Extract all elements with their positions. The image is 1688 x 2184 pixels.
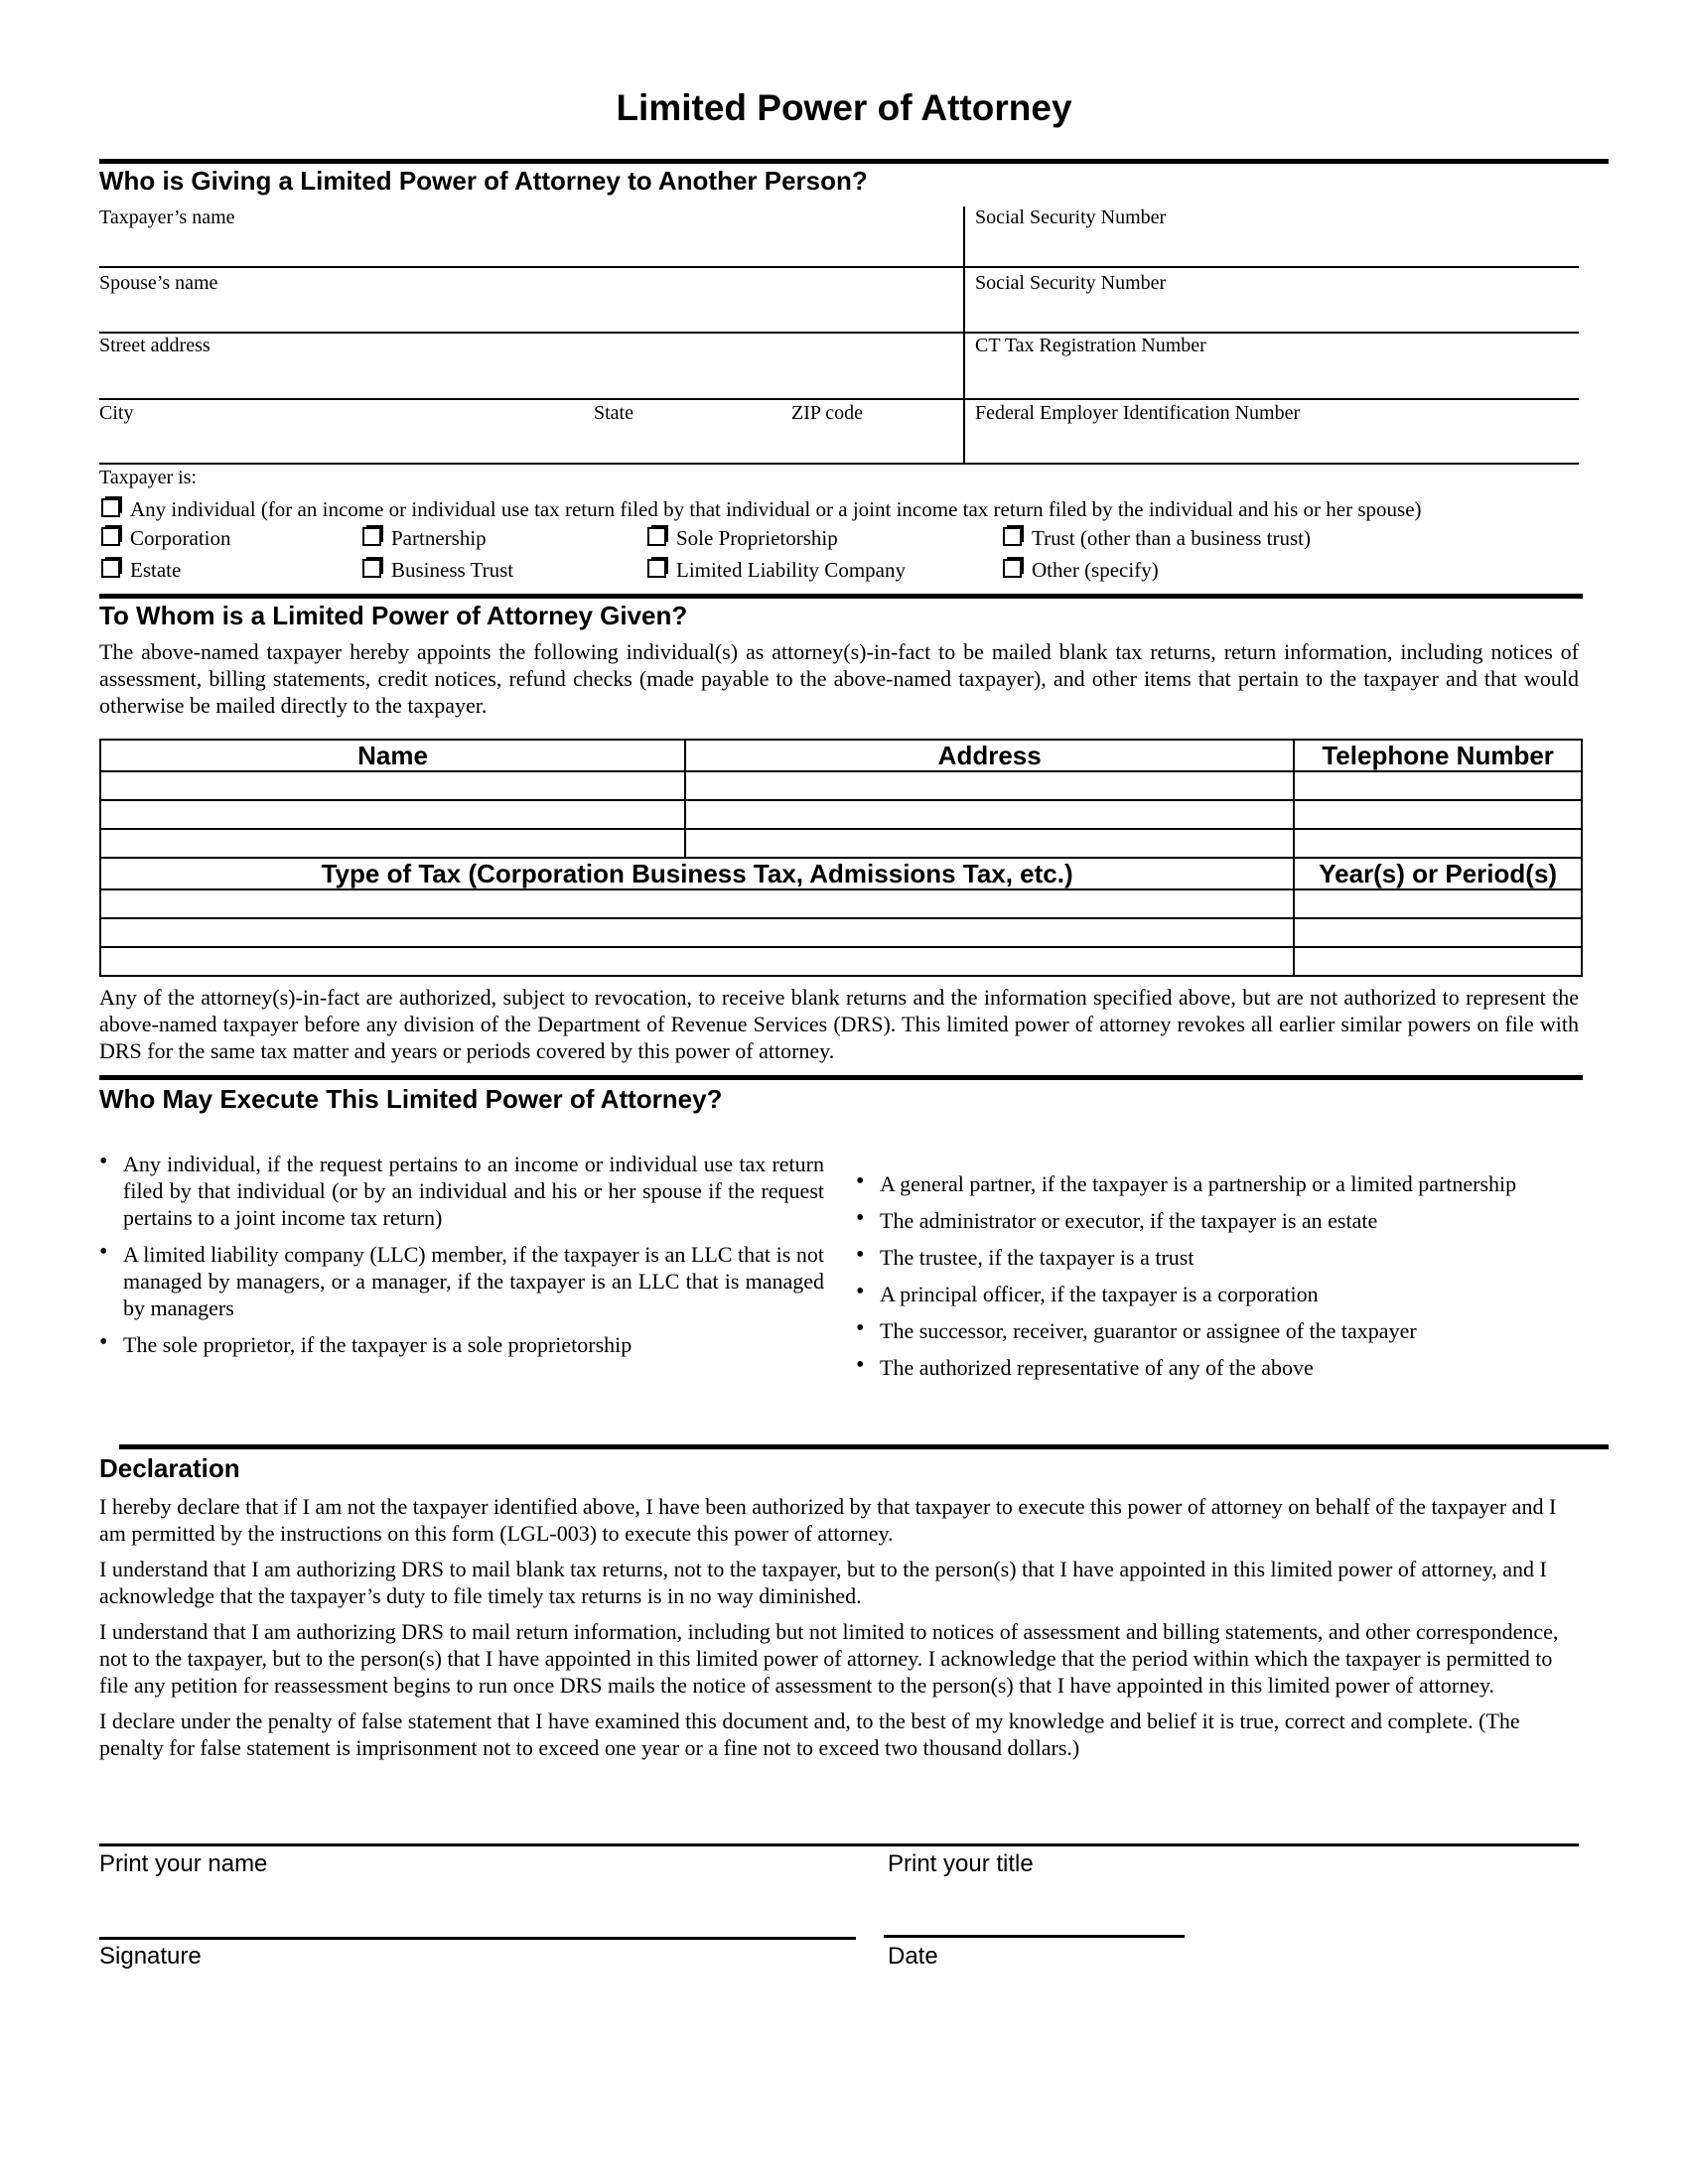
section-divider: [119, 1444, 1609, 1449]
date-field[interactable]: [884, 1886, 1182, 1934]
ssn-field[interactable]: [973, 224, 1579, 264]
table-row: [100, 889, 1582, 918]
ct-tax-registration-field[interactable]: [973, 353, 1579, 395]
street-address-field[interactable]: [99, 353, 961, 395]
city-field[interactable]: [99, 421, 586, 461]
list-item: • Any individual, if the request pertains to an income or individual use tax return filed by that individual (or by an individual and his or her spouse if the request pertains to a joint income tax return): [99, 1151, 824, 1231]
section-heading-giver: Who is Giving a Limited Power of Attorney to Another Person?: [99, 166, 868, 196]
section-heading-recipient: To Whom is a Limited Power of Attorney Given?: [99, 601, 688, 630]
checkbox-sole-proprietorship[interactable]: [647, 526, 838, 551]
signature-label: Signature: [99, 1943, 202, 1970]
checkbox-label: Any individual (for an income or individual use tax return filed by that individual or a joint income tax return filed by the individual and his or her spouse): [130, 497, 1422, 521]
declaration-text: [99, 1493, 1581, 1761]
street-address-label: Street address: [99, 335, 211, 356]
checkbox-estate[interactable]: [101, 558, 181, 583]
taxpayer-name-label: Taxpayer’s name: [99, 206, 235, 228]
authorization-paragraph: Any of the attorney(s)-in-fact are authorized, subject to revocation, to receive blank returns and the information specified above, but are not authorized to represent the above-named taxpayer before any division of the Department of Revenue Services (DRS). This limited power of attorney revokes all earlier similar powers on file with DRS for the same tax matter and years or periods covered by this power of attorney.: [99, 985, 1579, 1063]
checkbox-box[interactable]: [647, 527, 666, 546]
checkbox-label: Partnership: [391, 526, 487, 550]
address-column-header: Address: [685, 740, 1294, 771]
section-divider: [99, 594, 1583, 599]
taxpayer-name-field[interactable]: [99, 224, 961, 264]
city-label: City: [99, 402, 134, 424]
declaration-paragraph: I understand that I am authorizing DRS to mail return information, including but not limited to notices of assessment and billing statements, and other correspondence, not to the taxpayer, but to the person(s) that I have appointed in this limited power of attorney. I acknowledge that the period within which the taxpayer is permitted to file any petition for reassessment begins to run once DRS mails the notice of assessment to the person(s) that I have appointed in this limited power of attorney.: [99, 1619, 1559, 1698]
checkbox-label: Corporation: [130, 526, 231, 550]
table-row: [100, 947, 1582, 976]
tax-type-column-header: Type of Tax (Corporation Business Tax, Admissions Tax, etc.): [100, 858, 1294, 889]
checkbox-box[interactable]: [362, 527, 381, 546]
name-cell[interactable]: [100, 771, 685, 800]
checkbox-individual[interactable]: [101, 497, 1422, 522]
period-cell[interactable]: [1294, 918, 1582, 947]
table-row: [100, 918, 1582, 947]
table-row: [100, 829, 1582, 858]
address-cell[interactable]: [685, 800, 1294, 829]
telephone-cell[interactable]: [1294, 829, 1582, 858]
checkbox-label: Business Trust: [391, 558, 514, 582]
checkbox-box[interactable]: [362, 559, 381, 578]
date-line: [884, 1935, 1185, 1938]
table-row: [100, 771, 1582, 800]
telephone-cell[interactable]: [1294, 800, 1582, 829]
checkbox-box[interactable]: [1003, 527, 1022, 546]
list-item: • The successor, receiver, guarantor or assignee of the taxpayer: [856, 1312, 1571, 1349]
list-item: • The sole proprietor, if the taxpayer is a sole proprietorship: [99, 1331, 824, 1358]
tax-type-cell[interactable]: [100, 918, 1294, 947]
field-underline: [99, 463, 1579, 465]
name-column-header: Name: [100, 740, 685, 771]
address-cell[interactable]: [685, 771, 1294, 800]
checkbox-label: Trust (other than a business trust): [1032, 526, 1311, 550]
list-item: • The authorized representative of any of the above: [856, 1349, 1571, 1386]
table-header-row: [100, 858, 1582, 889]
executor-list-left: [99, 1151, 824, 1358]
section-divider: [99, 1075, 1583, 1080]
checkbox-label: Other (specify): [1032, 558, 1159, 582]
checkbox-llc[interactable]: [647, 558, 906, 583]
spouse-name-label: Spouse’s name: [99, 272, 218, 294]
state-label: State: [594, 402, 633, 424]
telephone-column-header: Telephone Number: [1294, 740, 1582, 771]
field-underline: [99, 332, 1579, 334]
list-item: • A general partner, if the taxpayer is a partnership or a limited partnership: [856, 1165, 1571, 1202]
checkbox-label: Sole Proprietorship: [676, 526, 838, 550]
signature-field[interactable]: [99, 1886, 854, 1936]
executor-list-right: [856, 1165, 1571, 1386]
checkbox-label: Limited Liability Company: [676, 558, 906, 582]
checkbox-box[interactable]: [1003, 559, 1022, 578]
date-label: Date: [888, 1943, 938, 1970]
spouse-name-field[interactable]: [99, 290, 961, 330]
print-title-label: Print your title: [888, 1850, 1034, 1877]
fein-label: Federal Employer Identification Number: [975, 402, 1301, 424]
list-item: • The administrator or executor, if the taxpayer is an estate: [856, 1202, 1571, 1239]
checkbox-box[interactable]: [647, 559, 666, 578]
period-cell[interactable]: [1294, 947, 1582, 976]
list-item: • The trustee, if the taxpayer is a trust: [856, 1239, 1571, 1276]
table-row: [100, 800, 1582, 829]
ct-tax-registration-label: CT Tax Registration Number: [975, 335, 1206, 356]
spouse-ssn-field[interactable]: [973, 290, 1579, 330]
tax-type-cell[interactable]: [100, 947, 1294, 976]
period-cell[interactable]: [1294, 889, 1582, 918]
section-heading-declaration: Declaration: [99, 1453, 240, 1483]
attorney-table: [99, 739, 1583, 977]
page-title: Limited Power of Attorney: [616, 87, 1072, 128]
zip-field[interactable]: [789, 421, 960, 461]
taxpayer-is-label: Taxpayer is:: [99, 467, 198, 488]
declaration-paragraph: I understand that I am authorizing DRS to mail blank tax returns, not to the taxpayer, but to the person(s) that I have appointed in this limited power of attorney, and I acknowledge that the taxpayer’s duty to file timely tax returns is in no way diminished.: [99, 1557, 1547, 1608]
checkbox-box[interactable]: [101, 527, 120, 546]
checkbox-corporation[interactable]: [101, 526, 230, 551]
section-divider: [99, 159, 1609, 164]
signature-line: [99, 1843, 1579, 1846]
appointment-paragraph: The above-named taxpayer hereby appoints the following individual(s) as attorney(s)-in-fact to be mailed blank tax returns, return information, including notices of assessment, billing statements, credit notices, refund checks (made payable to the above-named taxpayer), and other items that pertain to the taxpayer and that would otherwise be mailed directly to the taxpayer.: [99, 639, 1579, 718]
address-cell[interactable]: [685, 829, 1294, 858]
name-cell[interactable]: [100, 829, 685, 858]
checkbox-label: Estate: [130, 558, 182, 582]
checkbox-box[interactable]: [101, 498, 120, 517]
declaration-paragraph: I declare under the penalty of false statement that I have examined this document and, to the best of my knowledge and belief it is true, correct and complete. (The penalty for false statement is imprisonment not to exceed one year or a fine not to exceed two thousand dollars.): [99, 1708, 1520, 1760]
ssn-label: Social Security Number: [975, 206, 1167, 228]
checkbox-partnership[interactable]: [362, 526, 487, 551]
table-header-row: [100, 740, 1582, 771]
checkbox-box[interactable]: [101, 559, 120, 578]
name-cell[interactable]: [100, 800, 685, 829]
checkbox-other[interactable]: [1003, 558, 1159, 583]
field-underline: [99, 266, 1579, 268]
state-field[interactable]: [592, 421, 780, 461]
print-name-label: Print your name: [99, 1850, 268, 1877]
declaration-paragraph: I hereby declare that if I am not the taxpayer identified above, I have been authorized by that taxpayer to execute this power of attorney on behalf of the taxpayer and I am permitted by the instructions on this form (LGL-003) to execute this power of attorney.: [99, 1494, 1557, 1546]
checkbox-trust[interactable]: [1003, 526, 1311, 551]
zip-label: ZIP code: [791, 402, 864, 424]
field-underline: [99, 398, 1579, 400]
fein-field[interactable]: [973, 421, 1579, 461]
list-item: • A limited liability company (LLC) member, if the taxpayer is an LLC that is not managed by managers, or a manager, if the taxpayer is an LLC that is managed by managers: [99, 1241, 824, 1321]
signature-line: [99, 1937, 856, 1940]
section-heading-executors: Who May Execute This Limited Power of Attorney?: [99, 1084, 723, 1114]
column-divider: [963, 206, 965, 465]
checkbox-business-trust[interactable]: [362, 558, 513, 583]
period-column-header: Year(s) or Period(s): [1294, 858, 1582, 889]
tax-type-cell[interactable]: [100, 889, 1294, 918]
spouse-ssn-label: Social Security Number: [975, 272, 1167, 294]
list-item: • A principal officer, if the taxpayer is a corporation: [856, 1276, 1571, 1312]
telephone-cell[interactable]: [1294, 771, 1582, 800]
